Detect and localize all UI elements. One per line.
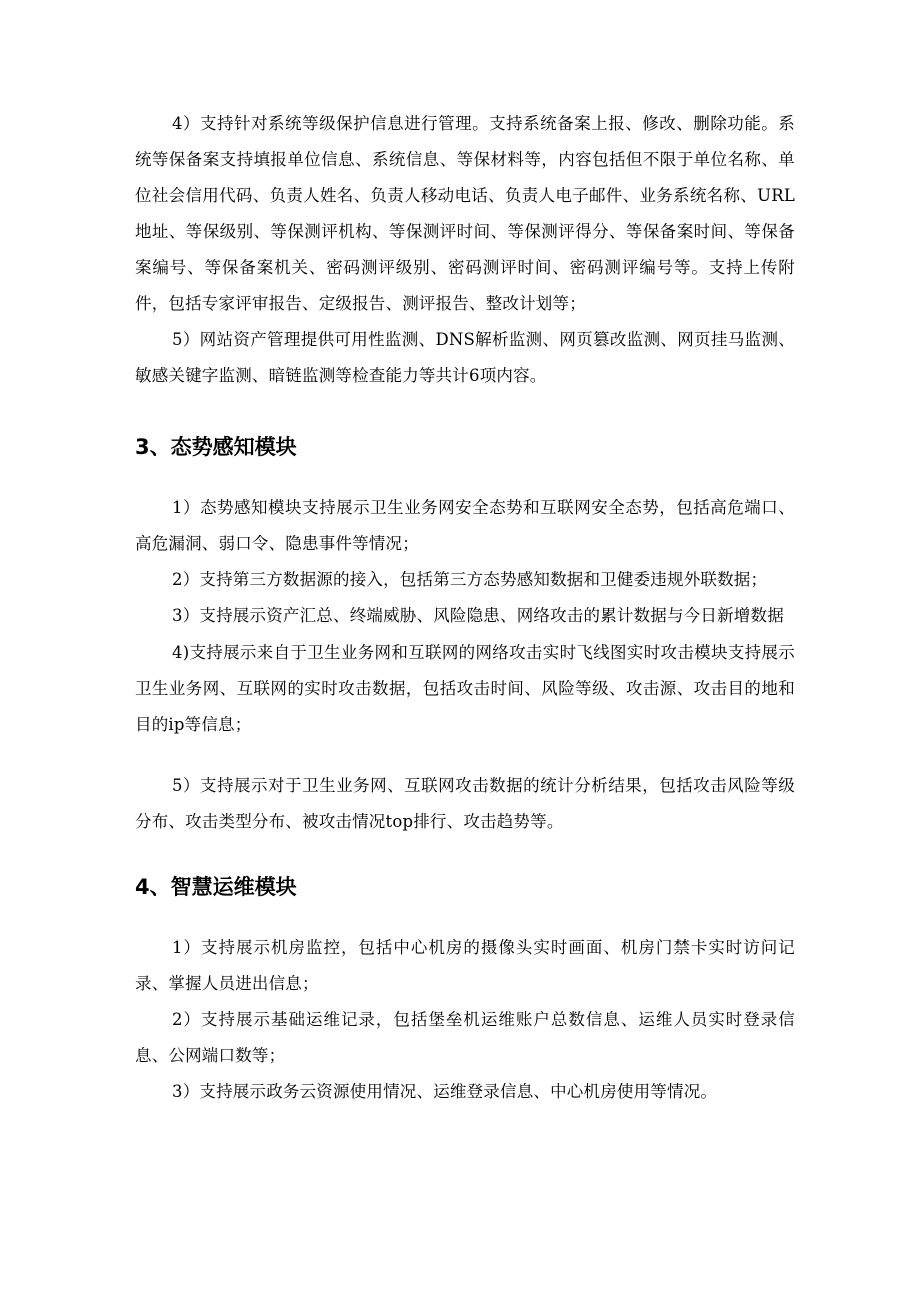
section-title: 、智慧运维模块 xyxy=(149,875,297,899)
paragraph-awareness-5: 5）支持展示对于卫生业务网、互联网攻击数据的统计分析结果，包括攻击风险等级分布、攻击类型分布、被攻击情况top排行、攻击趋势等。 xyxy=(135,776,795,831)
paragraph-awareness-1: 1）态势感知模块支持展示卫生业务网安全态势和互联网安全态势，包括高危端口、高危漏洞、弱口令、隐患事件等情况； xyxy=(135,498,795,553)
paragraph-ops-1: 1）支持展示机房监控，包括中心机房的摄像头实时画面、机房门禁卡实时访问记录、掌握人员进出信息； xyxy=(135,938,795,993)
paragraph-awareness-3: 3）支持展示资产汇总、终端威胁、风险隐患、网络攻击的累计数据与今日新增数据 xyxy=(172,606,784,625)
paragraph-website-asset-monitoring: 5）网站资产管理提供可用性监测、DNS解析监测、网页篡改监测、网页挂马监测、敏感关键字监测、暗链监测等检查能力等共计6项内容。 xyxy=(135,330,795,385)
section-number: 4 xyxy=(135,875,150,899)
paragraph-system-protection: 4）支持针对系统等级保护信息进行管理。支持系统备案上报、修改、删除功能。系统等保备案支持填报单位信息、系统信息、等保材料等，内容包括但不限于单位名称、单位社会信用代码、负责人姓名、负责人移动电话、负责人电子邮件、业务系统名称、URL地址、等保级别、等保测评机构、等保测评时间、等保测评得分、等保备案时间、等保备案编号、等保备案机关、密码测评级别、密码测评时间、密码测评编号等。支持上传附件，包括专家评审报告、定级报告、测评报告、整改计划等； xyxy=(135,114,795,313)
section-heading-situational-awareness xyxy=(135,432,795,462)
paragraph-awareness-2: 2）支持第三方数据源的接入，包括第三方态势感知数据和卫健委违规外联数据； xyxy=(172,570,768,589)
section-number: 3 xyxy=(135,435,150,459)
paragraph-ops-3: 3）支持展示政务云资源使用情况、运维登录信息、中心机房使用等情况。 xyxy=(172,1082,718,1101)
section-heading-smart-ops xyxy=(135,872,795,902)
paragraph-awareness-4: 4)支持展示来自于卫生业务网和互联网的网络攻击实时飞线图实时攻击模块支持展示卫生业务网、互联网的实时攻击数据，包括攻击时间、风险等级、攻击源、攻击目的地和目的ip等信息； xyxy=(135,643,795,734)
section-title: 、态势感知模块 xyxy=(149,435,297,459)
paragraph-ops-2: 2）支持展示基础运维记录，包括堡垒机运维账户总数信息、运维人员实时登录信息、公网端口数等； xyxy=(135,1010,795,1065)
